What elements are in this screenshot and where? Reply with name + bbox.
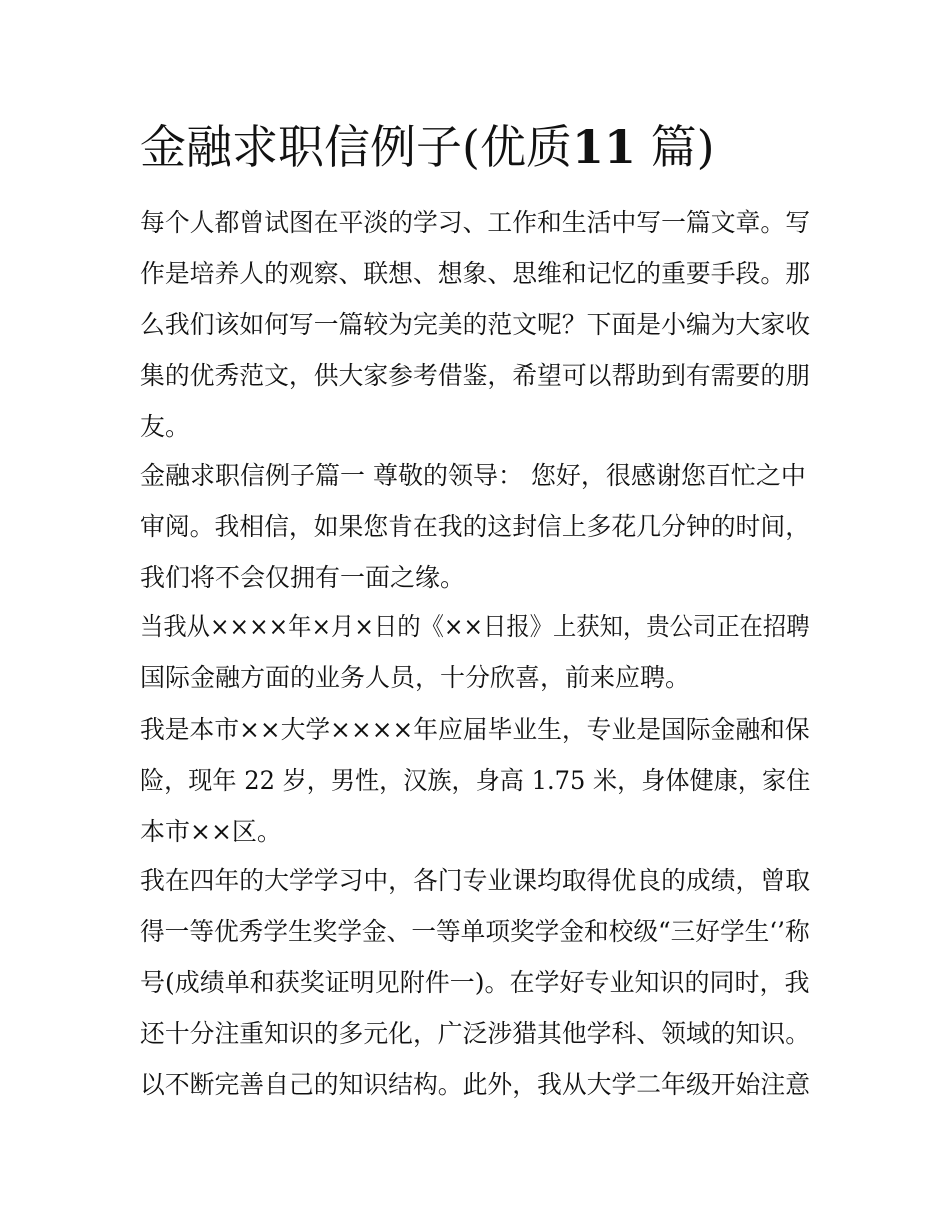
body-line: 我是本市××大学××××年应届毕业生，专业是国际金融和保 — [140, 715, 810, 744]
title-suffix: 篇) — [650, 120, 715, 174]
body-line: 号(成绩单和获奖证明见附件一)。在学好专业知识的同时，我 — [140, 968, 810, 997]
body-line: 我在四年的大学学习中，各门专业课均取得优良的成绩，曾取 — [140, 866, 811, 895]
body-line: 友。 — [140, 412, 191, 441]
body-line: 险，现年 22 岁，男性，汉族，身高 1.75 米，身体健康，家住 — [140, 766, 811, 795]
body-line: 国际金融方面的业务人员，十分欣喜，前来应聘。 — [140, 663, 691, 692]
body-line: 还十分注重知识的多元化，广泛涉猎其他学科、领域的知识。 — [140, 1019, 811, 1048]
body-line: 得一等优秀学生奖学金、一等单项奖学金和校级“三好学生‘’称 — [140, 917, 810, 946]
body-line: 么我们该如何写一篇较为完美的范文呢？下面是小编为大家收 — [140, 310, 811, 339]
body-line: 我们将不会仅拥有一面之缘。 — [140, 563, 466, 592]
body-line: 每个人都曾试图在平淡的学习、工作和生活中写一篇文章。写 — [140, 208, 811, 237]
title-prefix: 金融求职信例子(优质 — [140, 120, 572, 174]
document-title — [140, 116, 715, 178]
body-line: 集的优秀范文，供大家参考借鉴，希望可以帮助到有需要的朋 — [140, 361, 811, 390]
body-line: 作是培养人的观察、联想、想象、思维和记忆的重要手段。那 — [140, 259, 811, 288]
body-line: 当我从××××年×月×日的《××日报》上获知，贵公司正在招聘 — [140, 612, 810, 641]
body-line: 本市××区。 — [140, 817, 282, 846]
body-line: 审阅。我相信，如果您肯在我的这封信上多花几分钟的时间， — [140, 512, 811, 541]
body-line: 以不断完善自己的知识结构。此外，我从大学二年级开始注意 — [140, 1070, 811, 1099]
body-line: 金融求职信例子篇一 尊敬的领导： 您好，很感谢您百忙之中 — [140, 461, 806, 490]
title-number: 11 — [571, 120, 636, 174]
